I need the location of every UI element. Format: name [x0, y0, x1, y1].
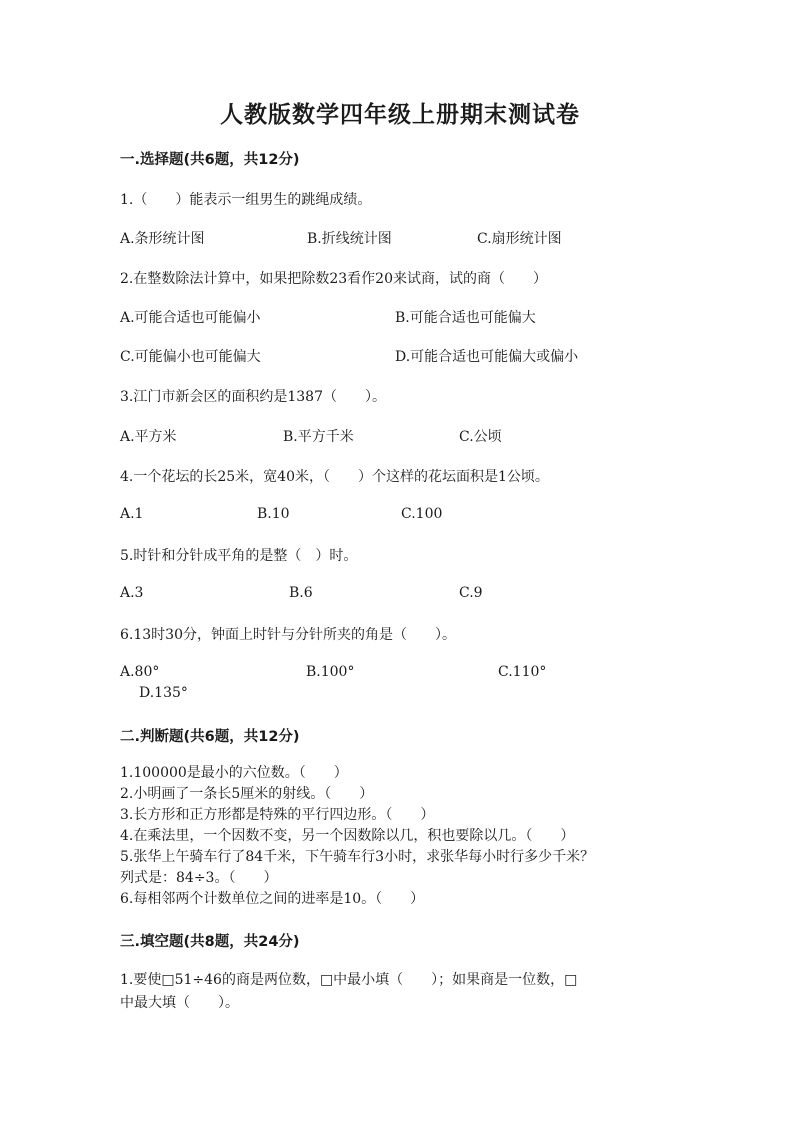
question-stem: 6.13时30分，钟面上时针与分针所夹的角是（ ）。 — [120, 627, 456, 643]
question-stem: 5.时针和分针成平角的是整（ ）时。 — [120, 548, 358, 564]
list-item: 列式是：84÷3。（ ） — [120, 870, 278, 886]
option-a: A.条形统计图 — [120, 231, 205, 247]
option-a: A.1 — [120, 506, 144, 522]
option-a: A.平方米 — [120, 429, 177, 445]
option-b: B.100° — [306, 664, 355, 680]
question-stem: 4.一个花坛的长25米，宽40米，（ ）个这样的花坛面积是1公顷。 — [120, 469, 549, 485]
section-heading-fill: 三.填空题(共8题，共24分) — [120, 934, 300, 950]
option-c: C.110° — [498, 664, 547, 680]
list-item: 5.张华上午骑车行了84千米，下午骑车行3小时，求张华每小时行多少千米？ — [120, 849, 595, 865]
option-a: A.3 — [120, 585, 144, 601]
list-item: 4.在乘法里，一个因数不变，另一个因数除以几，积也要除以几。（ ） — [120, 828, 575, 844]
list-item: 1.100000是最小的六位数。（ ） — [120, 765, 348, 781]
option-c: C.公顷 — [459, 429, 502, 445]
judge-list — [120, 763, 594, 910]
question-line: 中最大填（ ）。 — [120, 995, 239, 1011]
question-stem: 1.（ ）能表示一组男生的跳绳成绩。 — [120, 192, 372, 208]
section-heading-judge: 二.判断题(共6题，共12分) — [120, 729, 300, 745]
question-stem: 3.江门市新会区的面积约是1387（ ）。 — [120, 389, 386, 405]
option-b: B.6 — [289, 585, 313, 601]
option-c: C.扇形统计图 — [477, 231, 562, 247]
option-c: C.100 — [401, 506, 443, 522]
section-heading-choice: 一.选择题(共6题，共12分) — [120, 152, 300, 168]
option-d: D.135° — [139, 685, 188, 701]
option-c: C.9 — [459, 585, 483, 601]
option-a: A.可能合适也可能偏小 — [120, 310, 261, 326]
option-a: A.80° — [120, 664, 160, 680]
question-stem: 2.在整数除法计算中，如果把除数23看作20来试商，试的商（ ） — [120, 271, 547, 287]
option-b: B.可能合适也可能偏大 — [395, 310, 536, 326]
page-title: 人教版数学四年级上册期末测试卷 — [220, 101, 580, 128]
option-d: D.可能合适也可能偏大或偏小 — [395, 349, 579, 365]
list-item: 6.每相邻两个计数单位之间的进率是10。（ ） — [120, 891, 425, 907]
option-c: C.可能偏小也可能偏大 — [120, 349, 261, 365]
option-b: B.10 — [257, 506, 290, 522]
list-item: 3.长方形和正方形都是特殊的平行四边形。（ ） — [120, 807, 435, 823]
option-b: B.平方千米 — [283, 429, 354, 445]
question-line: 1.要使□51÷46的商是两位数，□中最小填（ ）；如果商是一位数，□ — [120, 972, 578, 988]
list-item: 2.小明画了一条长5厘米的射线。（ ） — [120, 786, 374, 802]
fill-question — [120, 969, 577, 1015]
option-b: B.折线统计图 — [307, 231, 392, 247]
